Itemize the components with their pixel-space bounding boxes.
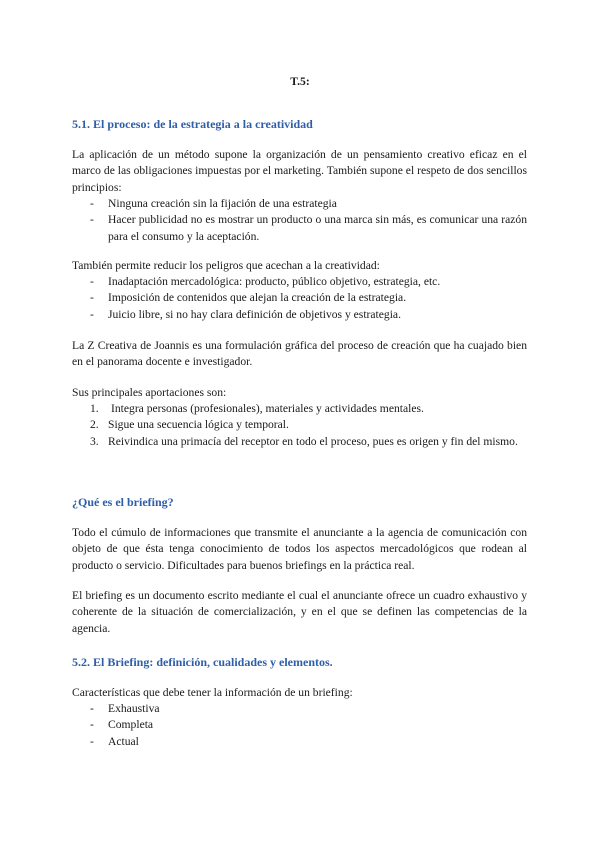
list-item-text: Reivindica una primacía del receptor en todo el proceso, pues es origen y fin del mismo.	[108, 434, 518, 448]
list-item: - Imposición de contenidos que alejan la creación de la estrategia.	[72, 290, 527, 306]
section-1-heading: 5.1. El proceso: de la estrategia a la creatividad	[72, 117, 313, 131]
dangers-list	[72, 274, 527, 323]
list-item: - Inadaptación mercadológica: producto, público objetivo, estrategia, etc.	[72, 274, 527, 290]
list-item	[72, 434, 527, 450]
list-item	[72, 417, 527, 433]
list-item	[72, 401, 527, 417]
section-1-paragraph-3: La Z Creativa de Joannis es una formulación gráfica del proceso de creación que ha cuajado bien en el panorama docente e investigador.	[72, 339, 527, 369]
list-item-number: 2.	[90, 418, 99, 432]
section-2-heading: 5.2. El Briefing: definición, cualidades y elementos.	[72, 655, 333, 669]
page-title: T.5:	[290, 75, 310, 88]
section-1-paragraph-4: Sus principales aportaciones son:	[72, 386, 227, 399]
list-item: - Hacer publicidad no es mostrar un producto o una marca sin más, es comunicar una razón para el consumo y la aceptación.	[72, 212, 527, 245]
briefing-question-heading: ¿Qué es el briefing?	[72, 495, 174, 509]
briefing-paragraph-1: Todo el cúmulo de informaciones que transmite el anunciante a la agencia de comunicación con objeto de que ésta tenga conocimiento de todos los aspectos mercadológicos que rodean al producto o servicio. Dificultades para buenos briefings en la práctica real.	[72, 526, 527, 572]
section-1-paragraph-2: También permite reducir los peligros que acechan a la creatividad:	[72, 259, 380, 272]
list-item-number: 1.	[90, 402, 99, 415]
contributions-list	[72, 401, 527, 450]
list-item: - Completa	[72, 717, 527, 733]
qualities-list	[72, 701, 527, 750]
list-item: - Ninguna creación sin la fijación de una estrategia	[72, 196, 527, 212]
list-item: - Exhaustiva	[72, 701, 527, 717]
list-item: - Juicio libre, si no hay clara definición de objetivos y estrategia.	[72, 307, 527, 323]
principles-list	[72, 196, 527, 245]
list-item: - Actual	[72, 734, 527, 750]
list-item-text: Sigue una secuencia lógica y temporal.	[108, 418, 289, 432]
section-2-paragraph-1: Características que debe tener la información de un briefing:	[72, 686, 353, 699]
briefing-paragraph-2: El briefing es un documento escrito mediante el cual el anunciante ofrece un cuadro exhaustivo y coherente de la situación de comercialización, y en el que se definen las competencias de la agencia.	[72, 589, 527, 635]
section-1-paragraph-1: La aplicación de un método supone la organización de un pensamiento creativo eficaz en el marco de las obligaciones impuestas por el marketing. También supone el respeto de dos sencillos principios:	[72, 148, 527, 194]
list-item-text: Integra personas (profesionales), materiales y actividades mentales.	[111, 402, 424, 415]
list-item-number: 3.	[90, 434, 99, 448]
